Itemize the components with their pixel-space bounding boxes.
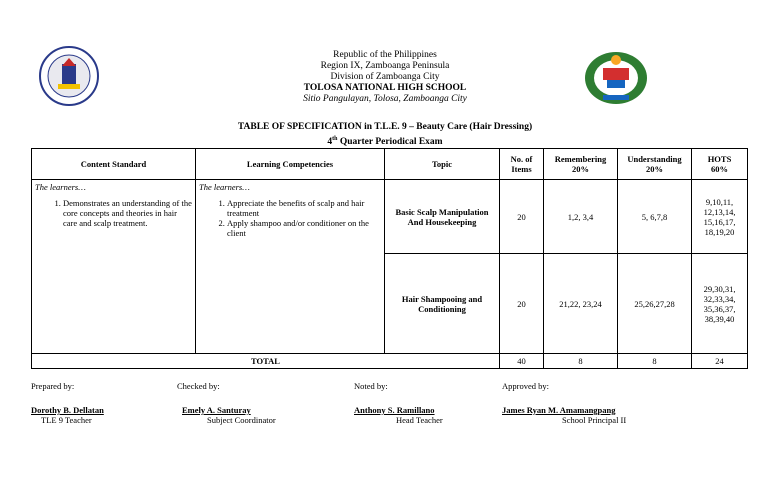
- header-understanding: Understanding 20%: [618, 149, 692, 180]
- content-item: 1. Demonstrates an understanding of the core concepts and theories in hair care and scalp treatment.: [63, 198, 192, 228]
- school-address: Sitio Pangulayan, Tolosa, Zamboanga City: [303, 94, 467, 104]
- header-content-standard: Content Standard: [32, 149, 196, 180]
- header-topic: Topic: [385, 149, 500, 180]
- remembering-cell: 21,22, 23,24: [544, 254, 618, 354]
- header-line-3: Division of Zamboanga City: [330, 72, 440, 82]
- school-name: TOLOSA NATIONAL HIGH SCHOOL: [303, 83, 467, 93]
- competencies-cell: [196, 180, 385, 354]
- items-cell: 20: [500, 180, 544, 254]
- hots-cell: 9,10,11, 12,13,14, 15,16,17, 18,19,20: [692, 180, 748, 254]
- total-items: 40: [500, 354, 544, 369]
- understanding-cell: 25,26,27,28: [618, 254, 692, 354]
- specification-table: [31, 148, 748, 369]
- document-title: [150, 121, 620, 148]
- understanding-cell: 5, 6,7,8: [618, 180, 692, 254]
- items-cell: 20: [500, 254, 544, 354]
- quarter-label: Quarter Periodical Exam: [337, 137, 443, 148]
- competency-intro: The learners…: [199, 182, 250, 192]
- header-competencies: Learning Competencies: [196, 149, 385, 180]
- quarter-suffix: th: [332, 136, 338, 142]
- school-seal-logo: [583, 50, 649, 106]
- title-main: TABLE OF SPECIFICATION in T.L.E. 9 – Beauty Care (Hair Dressing): [237, 122, 533, 132]
- topic-cell: Hair Shampooing and Conditioning: [385, 254, 500, 354]
- total-row: [32, 354, 748, 369]
- remembering-cell: 1,2, 3,4: [544, 180, 618, 254]
- competency-item: 2. Apply shampoo and/or conditioner on the client: [227, 218, 381, 238]
- total-remembering: 8: [544, 354, 618, 369]
- total-understanding: 8: [618, 354, 692, 369]
- signatory-prepared: Prepared by: Dorothy B. Dellatan TLE 9 Teacher: [31, 381, 104, 425]
- table-row: [32, 180, 748, 254]
- header-line-1: Republic of the Philippines: [333, 50, 437, 60]
- total-label: TOTAL: [32, 354, 500, 369]
- quarter-number: 4: [327, 137, 333, 148]
- deped-seal-logo: [36, 46, 102, 106]
- header-line-2: Region IX, Zamboanga Peninsula: [320, 61, 450, 71]
- table-header-row: [32, 149, 748, 180]
- topic-cell: Basic Scalp Manipulation And Housekeeping: [385, 180, 500, 254]
- hots-cell: 29,30,31, 32,33,34, 35,36,37, 38,39,40: [692, 254, 748, 354]
- header-hots: HOTS 60%: [692, 149, 748, 180]
- header-items: No. of Items: [500, 149, 544, 180]
- competency-item: 1. Appreciate the benefits of scalp and hair treatment: [227, 198, 381, 218]
- header-remembering: Remembering 20%: [544, 149, 618, 180]
- content-intro: The learners…: [35, 182, 86, 192]
- signatory-checked: Checked by: Emely A. Santuray Subject Coordinator: [177, 381, 276, 425]
- school-header: [220, 50, 550, 105]
- content-standard-cell: [32, 180, 196, 354]
- total-hots: 24: [692, 354, 748, 369]
- signatory-approved: Approved by: James Ryan M. Amamangpang School Principal II: [502, 381, 627, 425]
- title-quarter: [150, 133, 620, 148]
- signatory-noted: Noted by: Anthony S. Ramillano Head Teacher: [354, 381, 443, 425]
